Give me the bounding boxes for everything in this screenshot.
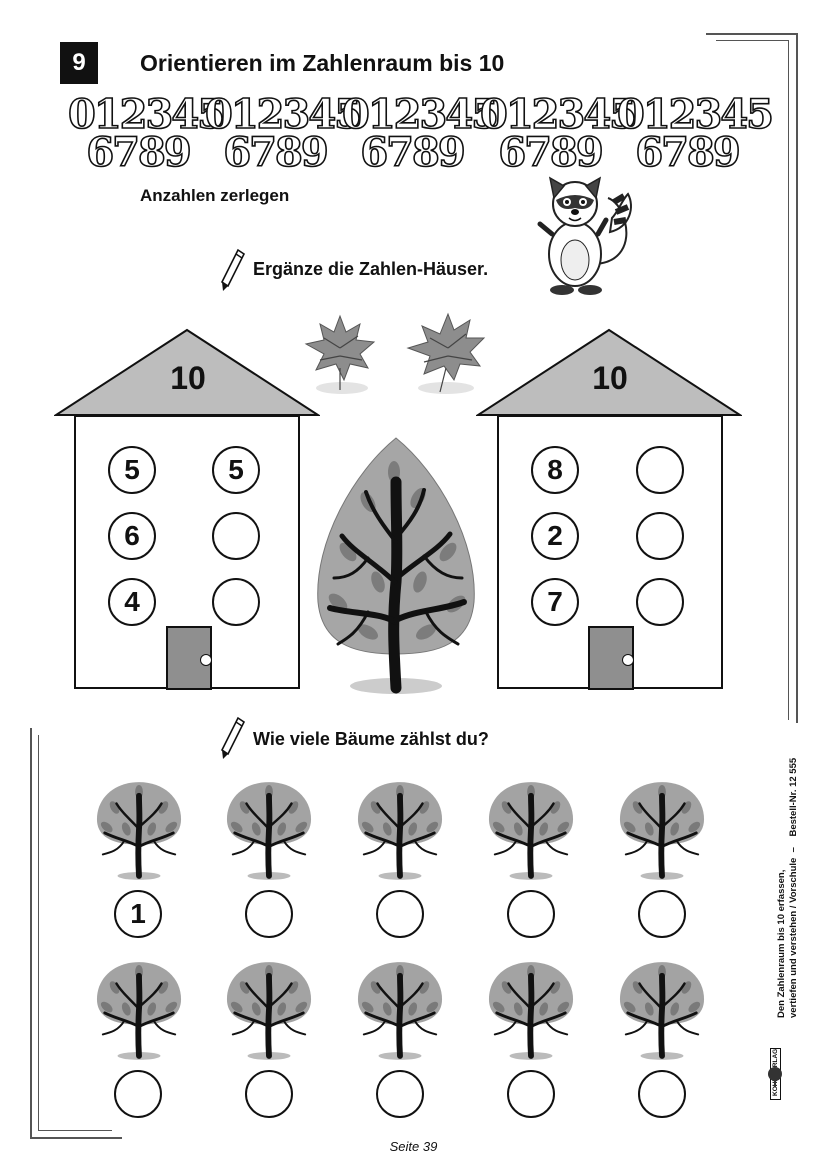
digit-group-1 [68,91,223,176]
house-left-circle-r3-left: 4 [108,578,156,626]
digit-line: 012345 [68,91,223,138]
page-number-badge: 9 [60,42,98,84]
house-right-circle-r1-right[interactable] [636,446,684,494]
digit-line: 6789 [360,129,464,176]
house-left-circle-r3-right[interactable] [212,578,260,626]
small-tree [225,778,313,880]
house-right-door [588,626,634,690]
page-title: Orientieren im Zahlenraum bis 10 [140,50,505,76]
small-tree [95,958,183,1060]
count-answer-r2-4[interactable] [507,1070,555,1118]
count-answer-r1-3[interactable] [376,890,424,938]
sidebar-line2: vertiefen und verstehen / Vorschule [788,857,799,1018]
frame-bottom-h2 [38,1130,112,1131]
small-tree [225,958,313,1060]
frame-right-v1 [796,33,798,723]
raccoon-illustration [530,172,645,300]
digit-line: 6789 [86,129,190,176]
count-answer-r1-5[interactable] [638,890,686,938]
small-tree [618,778,706,880]
door-knob [200,654,212,666]
tree-illustration [308,432,484,694]
house-left-door [166,626,212,690]
digit-line: 012345 [205,91,360,138]
digit-line: 012345 [480,91,635,138]
digit-line: 012345 [342,91,497,138]
count-answer-r1-2[interactable] [245,890,293,938]
section-title: Anzahlen zerlegen [140,186,290,205]
page-footer: Seite 39 [389,1139,438,1154]
door-knob [622,654,634,666]
instruction-houses: Ergänze die Zahlen-Häuser. [253,259,489,279]
sidebar-line2-wrap [788,728,800,1018]
pencil-icon [218,716,246,760]
house-left-circle-r1-left: 5 [108,446,156,494]
small-tree [618,958,706,1060]
count-answer-r2-3[interactable] [376,1070,424,1118]
frame-top-right-h1 [706,33,797,35]
house-left-circle-r2-left: 6 [108,512,156,560]
digit-line: 012345 [617,91,772,138]
digit-group-2 [205,91,360,176]
pencil-icon [218,248,246,292]
house-right-circle-r2-left: 2 [531,512,579,560]
frame-top-right-h2 [716,40,789,41]
count-answer-r1-1: 1 [114,890,162,938]
house-right-circle-r3-left: 7 [531,578,579,626]
house-right-circle-r1-left: 8 [531,446,579,494]
digit-line: 6789 [635,129,739,176]
house-left-circle-r1-right[interactable]: 5 [212,446,260,494]
count-answer-r2-2[interactable] [245,1070,293,1118]
publisher-tree-logo-icon [767,1066,783,1088]
small-tree [95,778,183,880]
count-answer-r1-4[interactable] [507,890,555,938]
sidebar-credits [776,728,800,1018]
sidebar-order-number: Bestell-Nr. 12 555 [788,757,799,837]
small-tree [356,958,444,1060]
small-tree [487,958,575,1060]
sidebar-line1: Den Zahlenraum bis 10 erfassen, [776,869,787,1018]
house-left-roof-number: 10 [170,360,206,396]
frame-right-v2 [788,40,789,720]
digit-group-5 [617,91,772,176]
house-right-roof-number: 10 [592,360,628,396]
frame-left-v2 [38,735,39,1130]
instruction-count-trees: Wie viele Bäume zählst du? [253,729,489,749]
house-left-circle-r2-right[interactable] [212,512,260,560]
count-answer-r2-5[interactable] [638,1070,686,1118]
frame-left-v1 [30,728,32,1138]
digit-line: 6789 [498,129,602,176]
digit-group-3 [342,91,497,176]
count-answer-r2-1[interactable] [114,1070,162,1118]
digit-line: 6789 [223,129,327,176]
small-tree [487,778,575,880]
small-tree [356,778,444,880]
sidebar-dash: – [788,847,799,853]
house-right-circle-r3-right[interactable] [636,578,684,626]
digit-group-4 [480,91,635,176]
house-right-circle-r2-right[interactable] [636,512,684,560]
